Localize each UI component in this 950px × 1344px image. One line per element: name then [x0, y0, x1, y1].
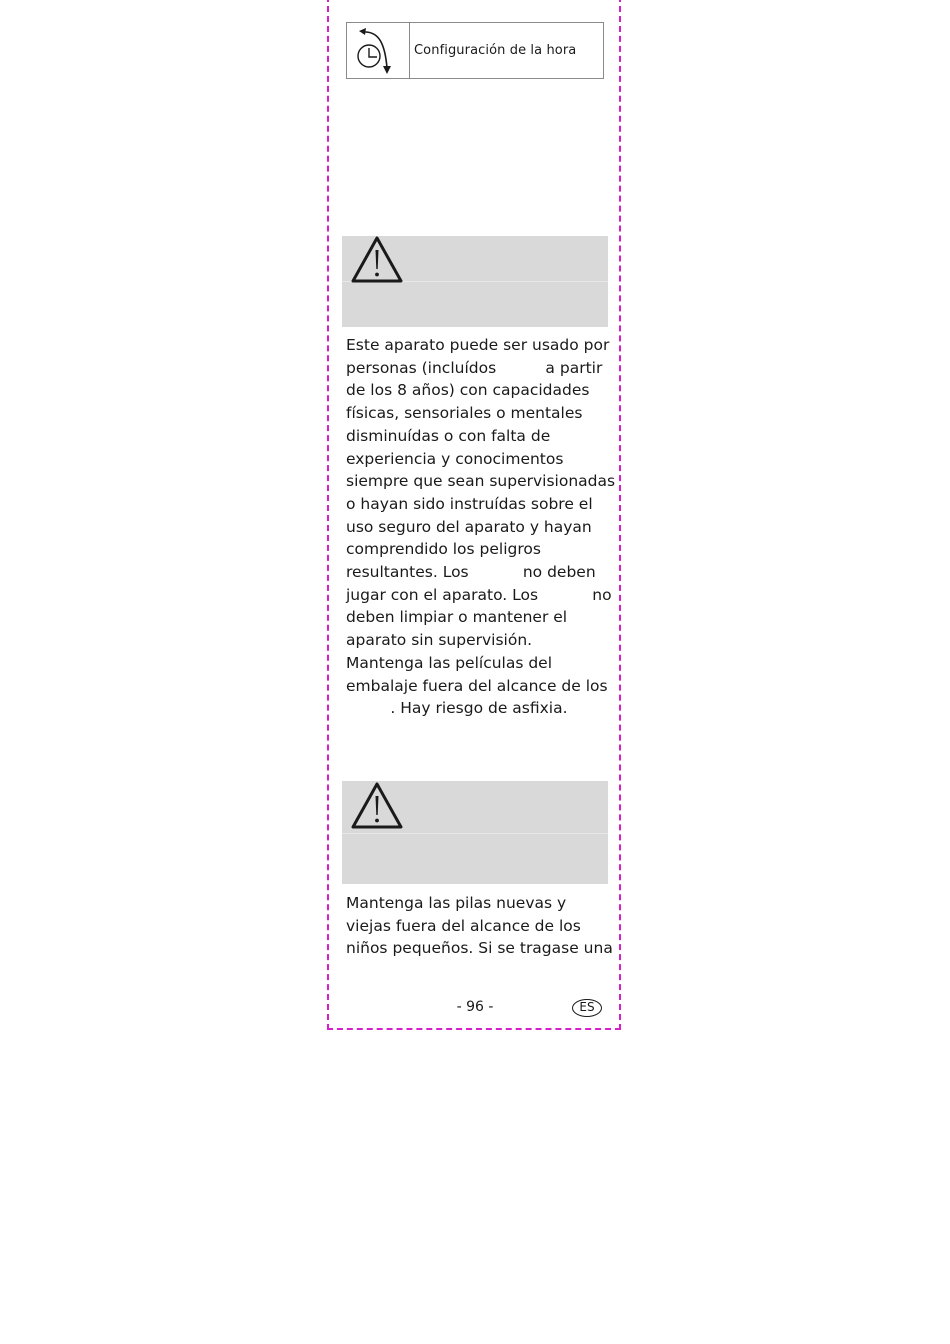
text-line: jugar con el aparato. Los no [346, 585, 612, 604]
warning-box [342, 781, 608, 884]
text-line: aparato sin supervisión. [346, 631, 533, 650]
text-line: resultantes. Los no deben [346, 563, 596, 582]
paragraph-battery-safety [346, 892, 613, 960]
symbol-cell [347, 23, 410, 78]
paragraph-children-safety [346, 334, 616, 720]
text-line: embalaje fuera del alcance de los [346, 676, 608, 695]
text-line: personas (incluídos a partir [346, 358, 603, 377]
text-line: siempre que sean supervisionadas [346, 472, 616, 491]
text-line: Mantenga las películas del [346, 653, 553, 672]
text-line: deben limpiar o mantener el [346, 608, 568, 627]
text-line: experiencia y conocimentos [346, 449, 564, 468]
symbol-table [346, 22, 604, 79]
clock-with-curved-arrow-icon [353, 26, 403, 76]
text-line: Este aparato puede ser usado por [346, 336, 610, 354]
text-line: comprendido los peligros [346, 540, 541, 559]
text-line: niños pequeños. Si se tragase una [346, 939, 613, 958]
warning-triangle-icon [350, 236, 404, 284]
text-line: Mantenga las pilas nuevas y [346, 894, 567, 912]
text-line: de los 8 años) con capacidades [346, 381, 590, 400]
text-line: uso seguro del aparato y hayan [346, 517, 592, 536]
text-line: . Hay riesgo de asfixia. [346, 699, 568, 718]
text-line: disminuídas o con falta de [346, 426, 551, 445]
text-line: o hayan sido instruídas sobre el [346, 494, 593, 513]
text-line: viejas fuera del alcance de los [346, 916, 581, 935]
warning-triangle-icon [350, 781, 404, 831]
text-line: físicas, sensoriales o mentales [346, 404, 583, 423]
page-number: - 96 - [456, 999, 494, 1015]
warning-box [342, 236, 608, 327]
language-badge: ES [572, 999, 602, 1017]
symbol-label: Configuración de la hora [414, 43, 577, 58]
